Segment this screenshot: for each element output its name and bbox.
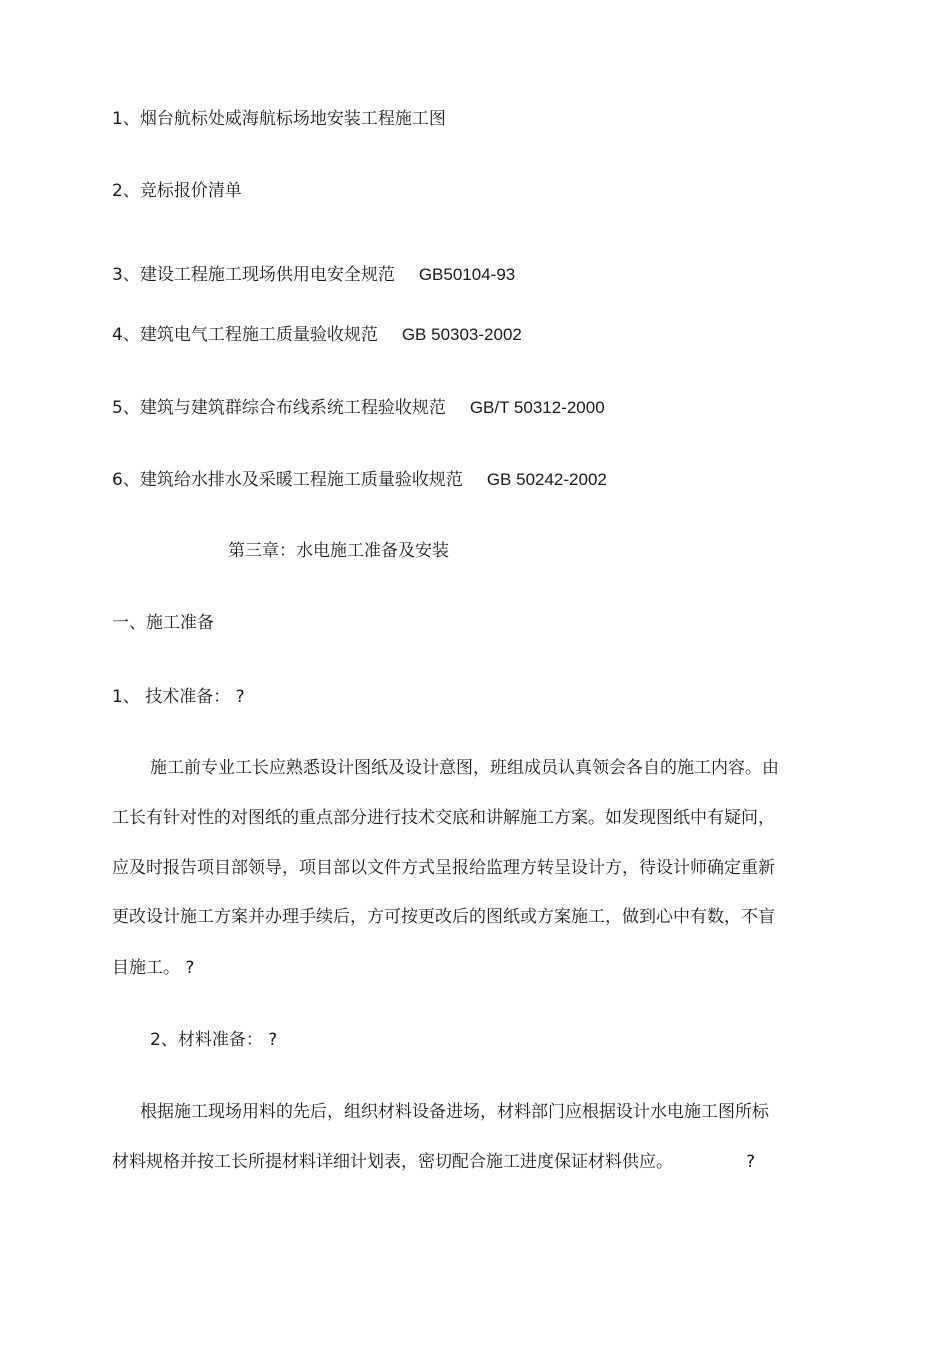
reference-text: 4、建筑电气工程施工质量验收规范 — [112, 325, 378, 345]
paragraph-line: 材料规格并按工长所提材料详细计划表，密切配合施工进度保证材料供应。 — [112, 1152, 673, 1172]
reference-item — [112, 324, 522, 346]
paragraph-line: 施工前专业工长应熟悉设计图纸及设计意图，班组成员认真领会各自的施工内容。由 — [150, 758, 779, 778]
reference-text: 6、建筑给水排水及采暖工程施工质量验收规范 — [112, 470, 463, 490]
paragraph-line: 目施工。 ? — [112, 958, 195, 978]
paragraph-line: 应及时报告项目部领导，项目部以文件方式呈报给监理方转呈设计方，待设计师确定重新 — [112, 858, 775, 878]
material-prep-heading: 2、材料准备： ? — [150, 1030, 278, 1050]
reference-item — [112, 397, 605, 419]
paragraph-line: 更改设计施工方案并办理手续后，方可按更改后的图纸或方案施工，做到心中有数，不盲 — [112, 907, 775, 927]
reference-text: 1、烟台航标处威海航标场地安装工程施工图 — [112, 109, 446, 129]
chapter-title: 第三章：水电施工准备及安装 — [228, 541, 449, 561]
reference-item — [112, 180, 242, 202]
paragraph-line: ? — [746, 1152, 756, 1172]
reference-item — [112, 264, 515, 286]
standard-code: GB/T 50312-2000 — [469, 398, 605, 417]
reference-text: 3、建设工程施工现场供用电安全规范 — [112, 265, 395, 285]
standard-code: GB 50303-2002 — [401, 325, 522, 344]
reference-item — [112, 469, 607, 491]
section-title: 一、施工准备 — [112, 613, 214, 633]
reference-text: 5、建筑与建筑群综合布线系统工程验收规范 — [112, 398, 446, 418]
standard-code: GB50104-93 — [418, 265, 516, 284]
tech-prep-heading: 1、 技术准备： ? — [112, 687, 245, 707]
reference-item — [112, 108, 446, 130]
standard-code: GB 50242-2002 — [486, 470, 607, 489]
paragraph-line: 根据施工现场用料的先后，组织材料设备进场，材料部门应根据设计水电施工图所标 — [140, 1102, 769, 1122]
reference-text: 2、竞标报价清单 — [112, 181, 242, 201]
paragraph-line: 工长有针对性的对图纸的重点部分进行技术交底和讲解施工方案。如发现图纸中有疑问， — [112, 808, 775, 828]
